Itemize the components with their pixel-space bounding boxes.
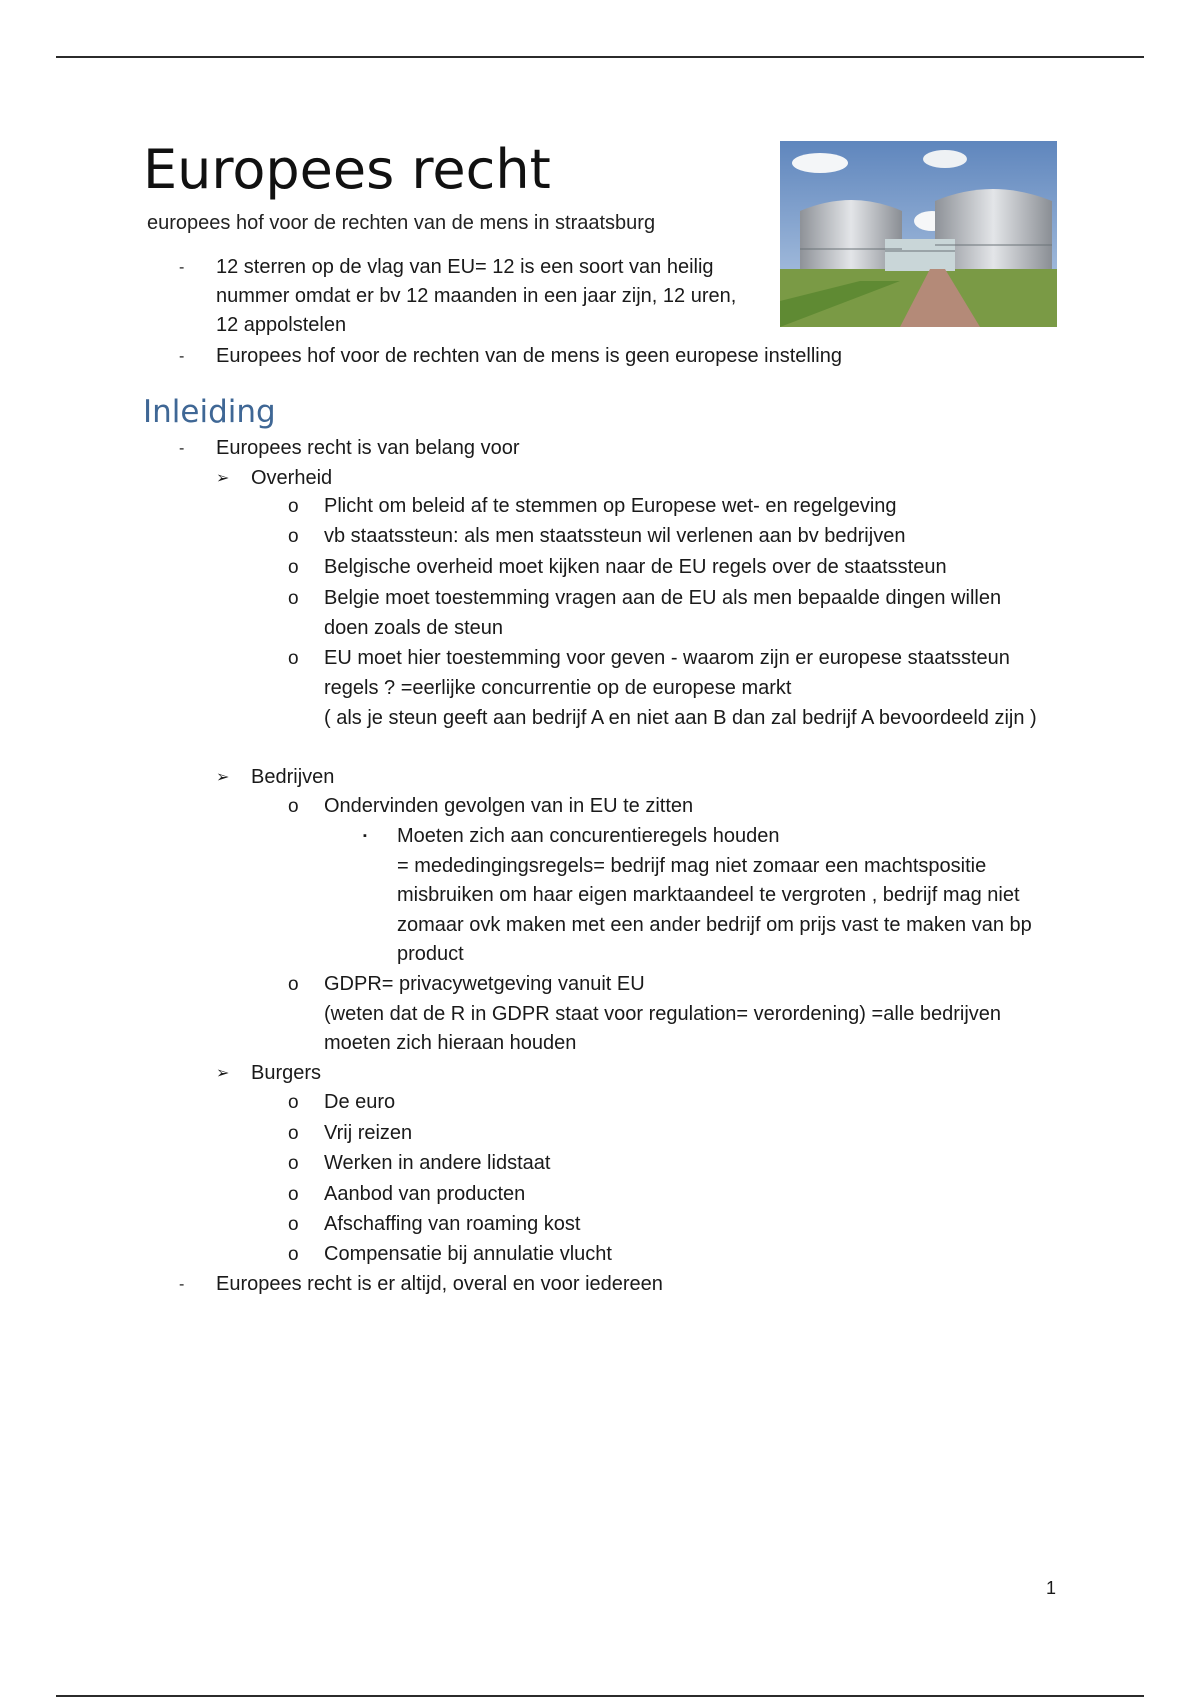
- circle-bullet: o: [288, 648, 299, 669]
- document-title: Europees recht: [143, 138, 551, 201]
- dash-bullet: -: [179, 259, 185, 276]
- bedrijven-sub-line-4: zomaar ovk maken met een ander bedrijf om prijs vast te maken van bp: [397, 914, 1032, 936]
- section-heading: Inleiding: [143, 394, 276, 430]
- overheid-item-4-line-2: doen zoals de steun: [324, 617, 504, 639]
- overheid-item-4-line-1: Belgie moet toestemming vragen aan de EU als men bepaalde dingen willen: [324, 587, 1002, 609]
- overheid-item-5-line-1: EU moet hier toestemming voor geven - waarom zijn er europese staatssteun: [324, 647, 1010, 669]
- burgers-label: Burgers: [251, 1062, 322, 1084]
- arrow-bullet-icon: ➢: [216, 1065, 230, 1082]
- bedrijven-item-2-line-3: moeten zich hieraan houden: [324, 1032, 577, 1054]
- burgers-item-3: Werken in andere lidstaat: [324, 1152, 551, 1174]
- circle-bullet: o: [288, 557, 299, 578]
- arrow-bullet-icon: ➢: [216, 470, 230, 487]
- circle-bullet: o: [288, 974, 299, 995]
- court-building-photo: [780, 141, 1057, 327]
- dash-bullet: -: [179, 348, 185, 365]
- document-subtitle: europees hof voor de rechten van de mens in straatsburg: [147, 212, 656, 234]
- bedrijven-sub-line-2: = mededingingsregels= bedrijf mag niet zomaar een machtspositie: [397, 855, 987, 877]
- square-bullet: ▪: [363, 830, 367, 842]
- overheid-item-5-line-3: ( als je steun geeft aan bedrijf A en niet aan B dan zal bedrijf A bevoordeeld zijn ): [324, 707, 1037, 729]
- bedrijven-sub-line-1: Moeten zich aan concurentieregels houden: [397, 825, 780, 847]
- circle-bullet: o: [288, 526, 299, 547]
- overheid-item-1: Plicht om beleid af te stemmen op Europese wet- en regelgeving: [324, 495, 897, 517]
- bedrijven-item-2-line-2: (weten dat de R in GDPR staat voor regulation= verordening) =alle bedrijven: [324, 1003, 1002, 1025]
- circle-bullet: o: [288, 1244, 299, 1265]
- circle-bullet: o: [288, 496, 299, 517]
- bedrijven-sub-line-3: misbruiken om haar eigen marktaandeel te vergroten , bedrijf mag niet: [397, 884, 1020, 906]
- dash-bullet: -: [179, 440, 185, 457]
- burgers-item-5: Afschaffing van roaming kost: [324, 1213, 581, 1235]
- circle-bullet: o: [288, 1153, 299, 1174]
- intro-bullet-1-line-1: 12 sterren op de vlag van EU= 12 is een soort van heilig: [216, 256, 714, 278]
- page-number: 1: [1046, 1578, 1057, 1598]
- overheid-item-5-line-2: regels ? =eerlijke concurrentie op de europese markt: [324, 677, 792, 699]
- overheid-label: Overheid: [251, 467, 333, 489]
- bedrijven-label: Bedrijven: [251, 766, 335, 788]
- burgers-item-6: Compensatie bij annulatie vlucht: [324, 1243, 612, 1265]
- burgers-item-2: Vrij reizen: [324, 1122, 413, 1144]
- header-rule: [56, 56, 1144, 58]
- footer-rule: [56, 1695, 1144, 1697]
- bedrijven-sub-line-5: product: [397, 943, 464, 965]
- arrow-bullet-icon: ➢: [216, 769, 230, 786]
- bedrijven-item-1: Ondervinden gevolgen van in EU te zitten: [324, 795, 694, 817]
- overheid-item-3: Belgische overheid moet kijken naar de EU regels over de staatssteun: [324, 556, 947, 578]
- intro-bullet-1-line-3: 12 appolstelen: [216, 314, 347, 336]
- circle-bullet: o: [288, 796, 299, 817]
- intro-bullet-2: Europees hof voor de rechten van de mens is geen europese instelling: [216, 345, 842, 367]
- circle-bullet: o: [288, 1123, 299, 1144]
- burgers-item-4: Aanbod van producten: [324, 1183, 526, 1205]
- dash-bullet: -: [179, 1276, 185, 1293]
- overheid-item-2: vb staatssteun: als men staatssteun wil verlenen aan bv bedrijven: [324, 525, 906, 547]
- circle-bullet: o: [288, 1184, 299, 1205]
- intro-bullet-1-line-2: nummer omdat er bv 12 maanden in een jaar zijn, 12 uren,: [216, 285, 737, 307]
- section-item-2: Europees recht is er altijd, overal en voor iedereen: [216, 1273, 663, 1295]
- section-item-1: Europees recht is van belang voor: [216, 437, 520, 459]
- burgers-item-1: De euro: [324, 1091, 396, 1113]
- bedrijven-item-2-line-1: GDPR= privacywetgeving vanuit EU: [324, 973, 645, 995]
- circle-bullet: o: [288, 1092, 299, 1113]
- circle-bullet: o: [288, 1214, 299, 1235]
- circle-bullet: o: [288, 588, 299, 609]
